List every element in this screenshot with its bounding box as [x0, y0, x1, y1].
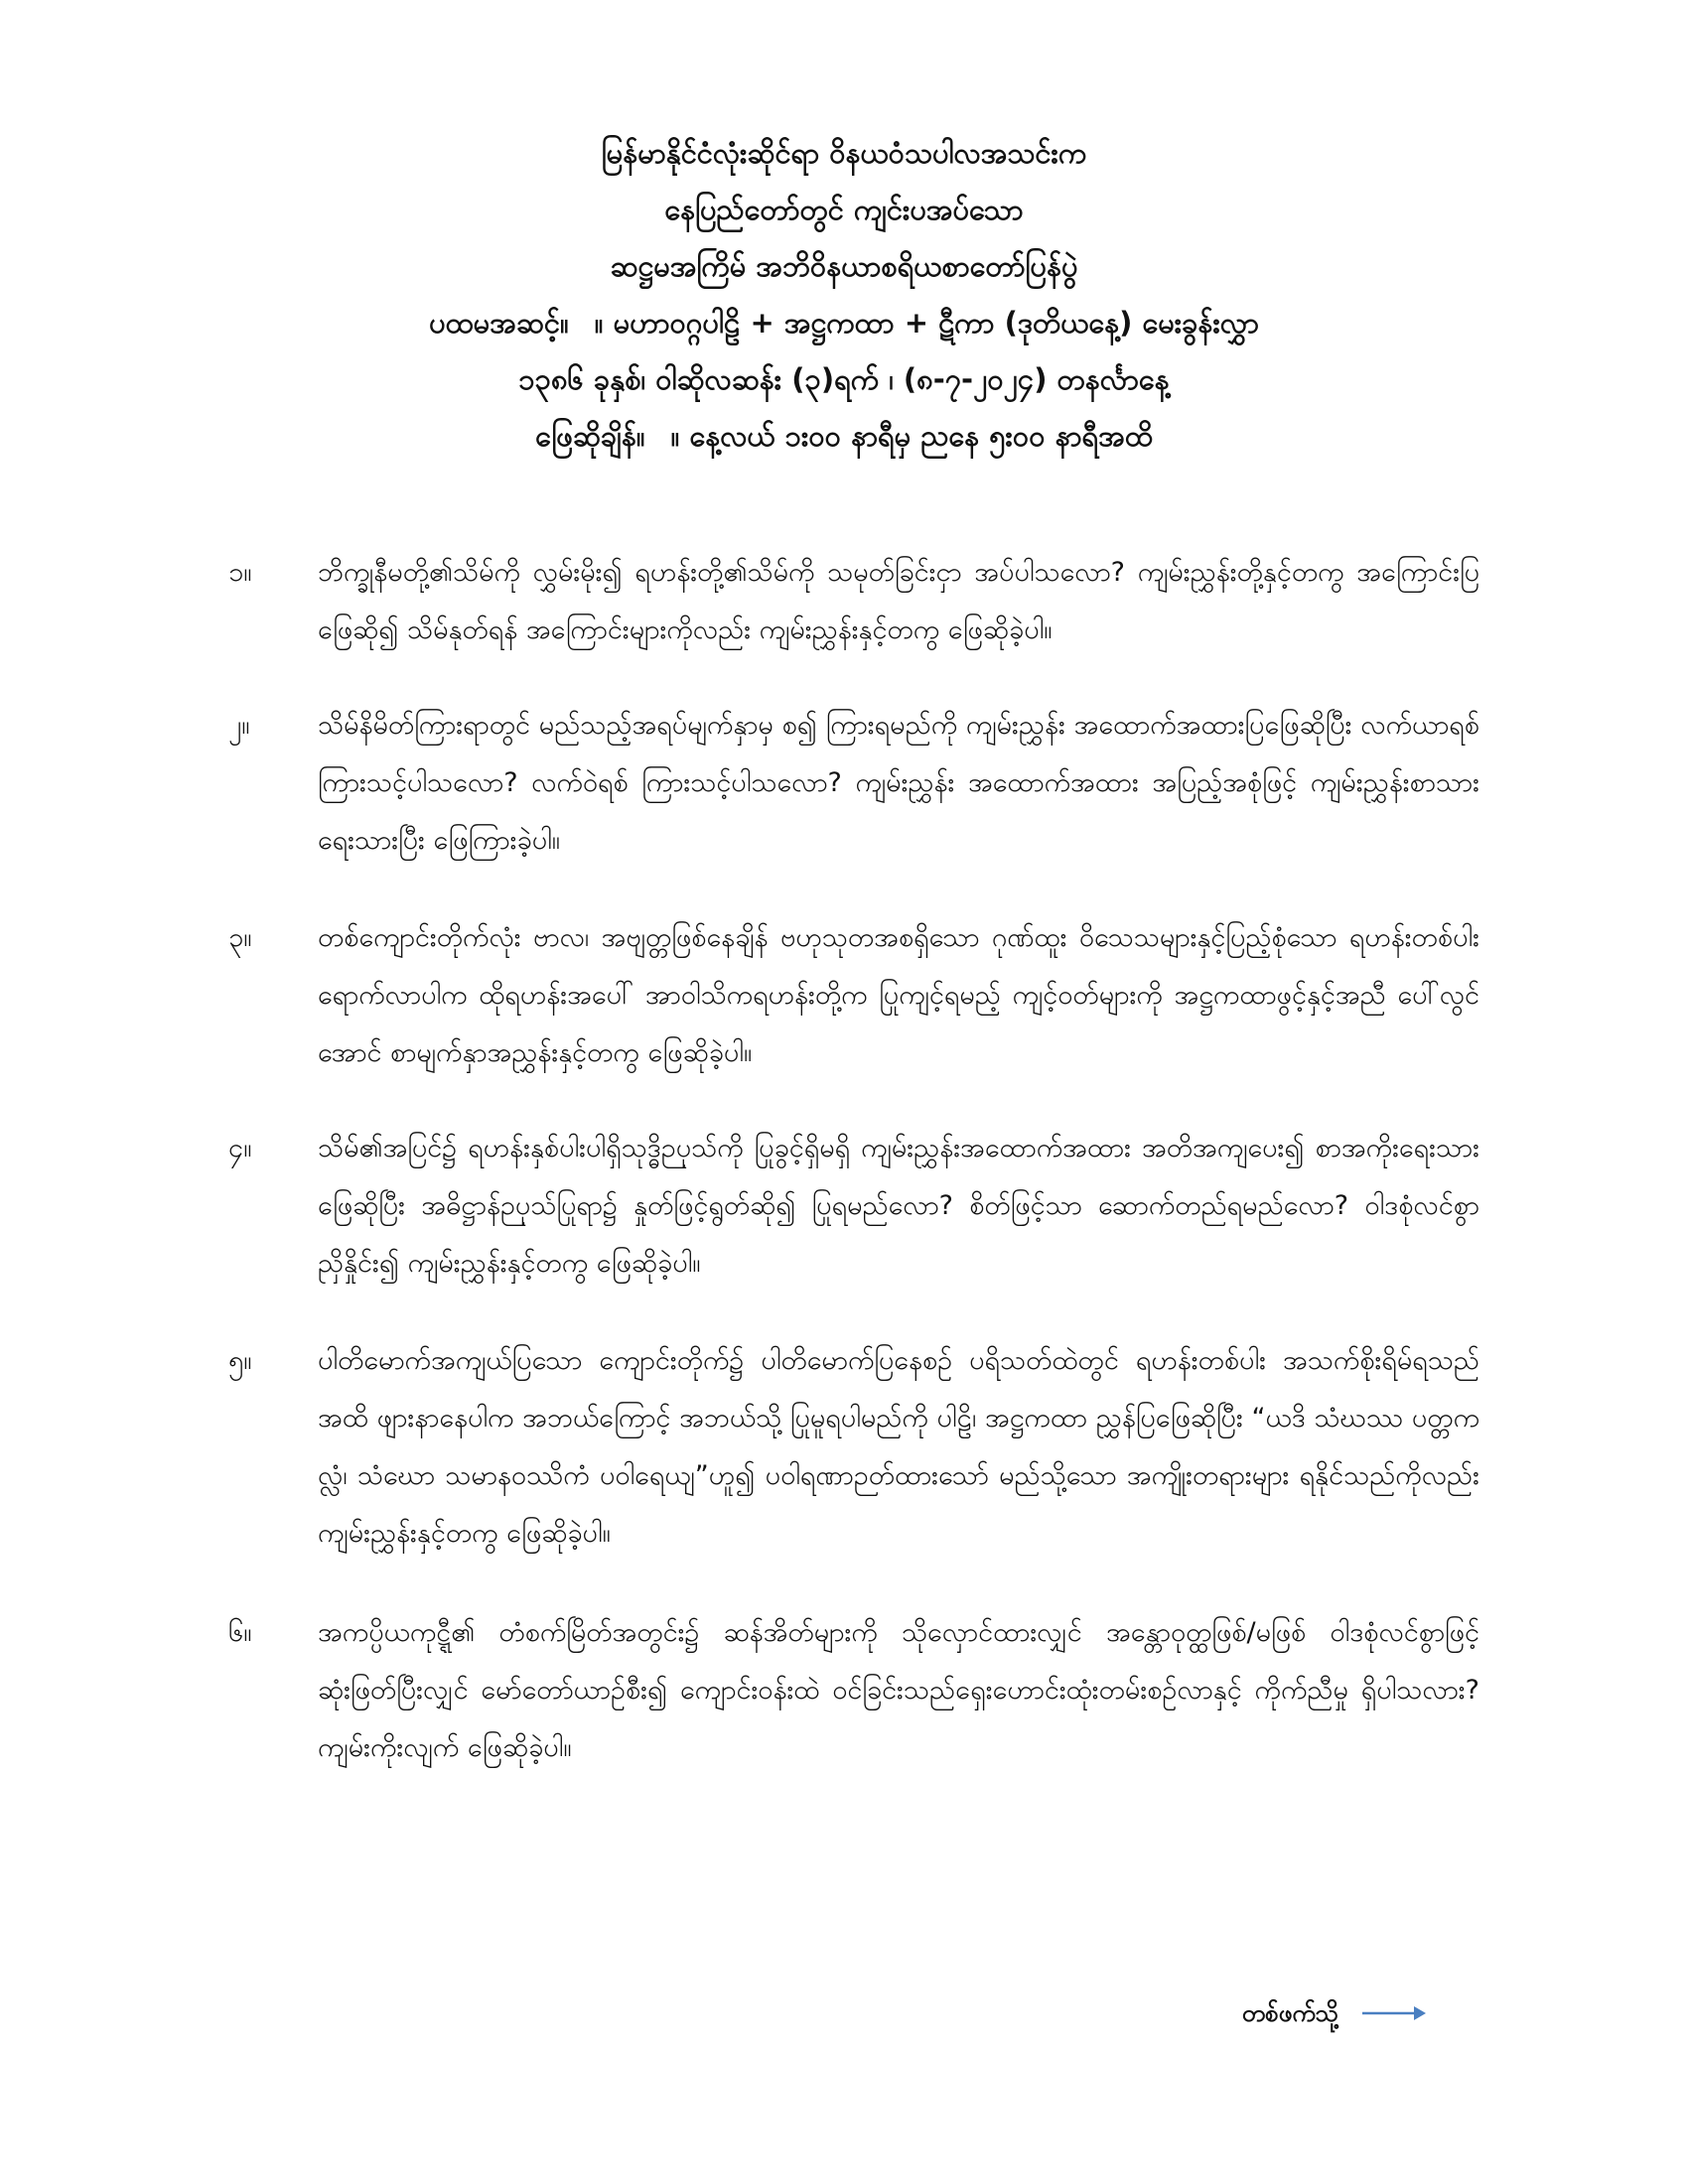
question-number: ၅။ [228, 1345, 252, 1376]
question-number: ၄။ [228, 1133, 252, 1163]
question-item [228, 697, 1479, 870]
header-time-value: ။ နေ့လယ် ၁း၀၀ နာရီမှ ညနေ ၅း၀၀ နာရီအထိ [670, 419, 1153, 453]
header-level-label: ပထမအဆင့်။ [429, 306, 569, 340]
exam-header [298, 125, 1390, 465]
question-text: ပါတိမောက်အကျယ်ပြသော ကျောင်းတိုက်၌ ပါတိမောက်ပြနေစဉ် ပရိသတ်ထဲတွင် ရဟန်းတစ်ပါး အသက်စိုးရိမ်ရသည်အထိ ဖျားနာနေပါက အဘယ်ကြောင့် အဘယ်သို့ ပြုမူရပါမည်ကို ပါဠိ၊ အဋ္ဌကထာ ညွှန်ပြဖြေဆိုပြီး “ယဒိ သံဃဿ ပတ္တကလ္လံ၊ သံဃော သမာနဝဿိကံ ပဝါရေယျ”ဟူ၍ ပဝါရဏာဉတ်ထားသော် မည်သို့သော အကျိုးတရားများ ရနိုင်သည်ကိုလည်း ကျမ်းညွှန်းနှင့်တကွ ဖြေဆိုခဲ့ပါ။ [318, 1345, 1479, 1549]
question-number: ၆။ [228, 1617, 252, 1648]
header-venue: နေပြည်တော်တွင် ကျင်းပအပ်သော [664, 193, 1024, 226]
question-item [228, 1332, 1479, 1563]
right-arrow-icon [1360, 2003, 1428, 2023]
question-item [228, 909, 1479, 1082]
question-item [228, 544, 1479, 659]
header-time-row [298, 408, 1390, 465]
question-text: ဘိက္ခုနီမတို့၏သိမ်ကို လွှမ်းမိုး၍ ရဟန်းတို့၏သိမ်ကို သမုတ်ခြင်းငှာ အပ်ပါသလော? ကျမ်းညွှန်းတို့နှင့်တကွ အကြောင်းပြဖြေဆို၍ သိမ်နုတ်ရန် အကြောင်းများကိုလည်း ကျမ်းညွှန်းနှင့်တကွ ဖြေဆိုခဲ့ပါ။ [318, 557, 1479, 645]
page-continue-indicator [1242, 1993, 1428, 2033]
question-list [228, 544, 1479, 1777]
question-number: ၁။ [228, 557, 252, 588]
question-item [228, 1604, 1479, 1777]
question-item [228, 1120, 1479, 1293]
header-event-title: ဆဋ္ဌမအကြိမ် အဘိဝိနယာစရိယစာတော်ပြန်ပွဲ [610, 249, 1078, 283]
question-text: အကပ္ပိယကုဋ္ဋီ၏ တံစက်မြိတ်အတွင်း၌ ဆန်အိတ်များကို သိုလှောင်ထားလျှင် အန္တောဝုတ္ထဖြစ်/မဖြစ် ဝါဒစုံလင်စွာဖြင့် ဆုံးဖြတ်ပြီးလျှင် မော်တော်ယာဉ်စီး၍ ကျောင်းဝန်းထဲ ဝင်ခြင်းသည်ရှေးဟောင်းထုံးတမ်းစဉ်လာနှင့် ကိုက်ညီမှု ရှိပါသလား? ကျမ်းကိုးလျက် ဖြေဆိုခဲ့ပါ။ [318, 1617, 1479, 1763]
question-text: သိမ်နိမိတ်ကြားရာတွင် မည်သည့်အရပ်မျက်နှာမှ စ၍ ကြားရမည်ကို ကျမ်းညွှန်း အထောက်အထားပြဖြေဆိုပြီး လက်ယာရစ်ကြားသင့်ပါသလော? လက်ဝဲရစ် ကြားသင့်ပါသလော? ကျမ်းညွှန်း အထောက်အထား အပြည့်အစုံဖြင့် ကျမ်းညွှန်းစာသား ရေးသားပြီး ဖြေကြားခဲ့ပါ။ [318, 710, 1479, 856]
question-number: ၃။ [228, 922, 252, 953]
header-level-value: ။ မဟာဝဂ္ဂပါဠိ + အဋ္ဌကထာ + ဋီကာ (ဒုတိယနေ့) မေးခွန်းလွှာ [594, 306, 1259, 340]
header-level-row [298, 295, 1390, 351]
question-text: တစ်ကျောင်းတိုက်လုံး ဗာလ၊ အဗျတ္တဖြစ်နေချိန် ဗဟုသုတအစရှိသော ဂုဏ်ထူး ဝိသေသများနှင့်ပြည့်စုံသော ရဟန်းတစ်ပါးရောက်လာပါက ထိုရဟန်းအပေါ် အာဝါသိကရဟန်းတို့က ပြုကျင့်ရမည့် ကျင့်ဝတ်များကို အဋ္ဌကထာဖွင့်နှင့်အညီ ပေါ်လွင်အောင် စာမျက်နှာအညွှန်းနှင့်တကွ ဖြေဆိုခဲ့ပါ။ [318, 922, 1479, 1068]
question-text: သိမ်၏အပြင်၌ ရဟန်းနှစ်ပါးပါရှိသုဒ္ဓိဉပုသ်ကို ပြုခွင့်ရှိမရှိ ကျမ်းညွှန်းအထောက်အထား အတိအကျပေး၍ စာအကိုးရေးသားဖြေဆိုပြီး အဓိဋ္ဌာန်ဉပုသ်ပြုရာ၌ နှုတ်ဖြင့်ရွတ်ဆို၍ ပြုရမည်လော? စိတ်ဖြင့်သာ ဆောက်တည်ရမည်လော? ဝါဒစုံလင်စွာ ညှိနှိုင်း၍ ကျမ်းညွှန်းနှင့်တကွ ဖြေဆိုခဲ့ပါ။ [318, 1133, 1479, 1279]
next-page-label: တစ်ဖက်သို့ [1241, 1999, 1338, 2027]
header-organization: မြန်မာနိုင်ငံလုံးဆိုင်ရာ ဝိနယဝံသပါလအသင်းက [601, 136, 1087, 170]
header-date: ၁၃၈၆ ခုနှစ်၊ ဝါဆိုလဆန်း (၃)ရက် ၊ (၈-၇-၂၀၂၄) တနင်္လာနေ့ [518, 362, 1170, 396]
question-number: ၂။ [228, 710, 250, 741]
header-time-label: ဖြေဆိုချိန်။ [535, 419, 645, 453]
